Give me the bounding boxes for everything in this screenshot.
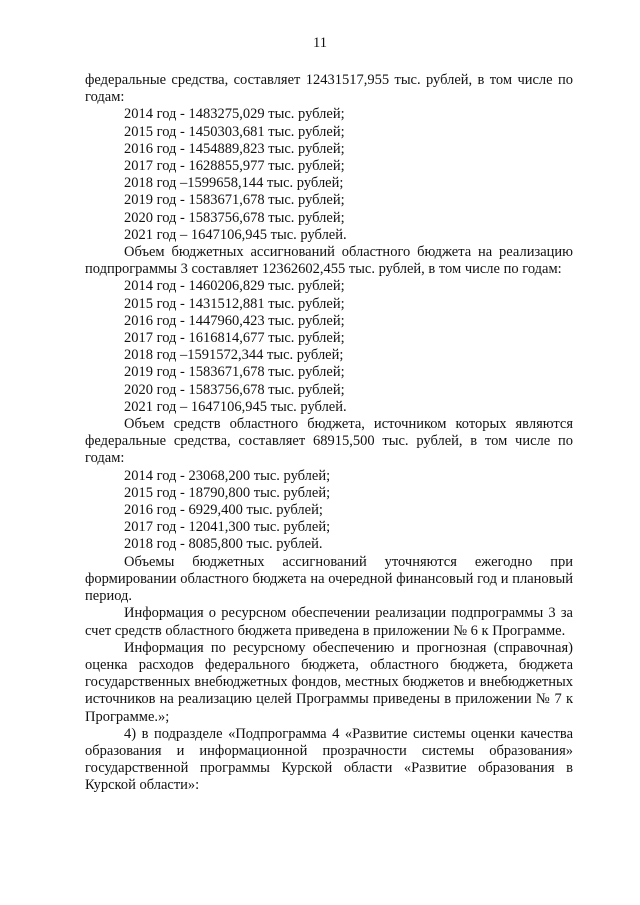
- list-item: 2018 год –1591572,344 тыс. рублей;: [124, 347, 344, 364]
- paragraph-regional-budget-allocations: Объем бюджетных ассигнований областного бюджета на реализацию подпрограммы 3 составляет 12362602,455 тыс. рублей, в том числе по годам:: [85, 244, 573, 278]
- paragraph-resource-info-appendix-7: Информация по ресурсному обеспечению и прогнозная (справочная) оценка расходов федерального бюджета, областного бюджета, бюджета государственных внебюджетных фондов, местных бюджетов и внебюджетных источников на реализацию целей Программы приведены в приложении № 7 к Программе.»;: [85, 639, 573, 725]
- list-item: 2014 год - 23068,200 тыс. рублей;: [124, 467, 331, 484]
- list-item: 2016 год - 6929,400 тыс. рублей;: [124, 502, 323, 519]
- list-item: 2016 год - 1454889,823 тыс. рублей;: [124, 140, 345, 157]
- paragraph-resource-info-appendix-6: Информация о ресурсном обеспечении реализации подпрограммы 3 за счет средств областного бюджета приведена в приложении № 6 к Программе.: [85, 605, 573, 639]
- list-item: 2017 год - 1616814,677 тыс. рублей;: [124, 330, 345, 347]
- list-item: 2017 год - 1628855,977 тыс. рублей;: [124, 158, 345, 175]
- federal-funds-by-year-list: [85, 106, 573, 244]
- federal-source-by-year-list: [85, 468, 573, 554]
- document-body: [85, 72, 573, 795]
- list-item: 2015 год - 1431512,881 тыс. рублей;: [124, 295, 345, 312]
- list-item: 2017 год - 12041,300 тыс. рублей;: [124, 519, 331, 536]
- paragraph-federal-funds-intro: федеральные средства, составляет 12431517,955 тыс. рублей, в том числе по годам:: [85, 72, 573, 106]
- list-item: 2018 год –1599658,144 тыс. рублей;: [124, 175, 344, 192]
- list-item: 2020 год - 1583756,678 тыс. рублей;: [124, 209, 345, 226]
- regional-budget-by-year-list: [85, 278, 573, 416]
- list-item: 2021 год – 1647106,945 тыс. рублей.: [124, 226, 347, 243]
- list-item: 2018 год - 8085,800 тыс. рублей.: [124, 536, 323, 553]
- paragraph-regional-funds-federal-source: Объем средств областного бюджета, источником которых являются федеральные средства, составляет 68915,500 тыс. рублей, в том числе по годам:: [85, 416, 573, 467]
- list-item: 2019 год - 1583671,678 тыс. рублей;: [124, 364, 345, 381]
- paragraph-allocations-refined: Объемы бюджетных ассигнований уточняются ежегодно при формировании областного бюджета на очередной финансовый год и плановый период.: [85, 553, 573, 605]
- list-item: 2015 год - 18790,800 тыс. рублей;: [124, 484, 331, 501]
- list-item: 2019 год - 1583671,678 тыс. рублей;: [124, 192, 345, 209]
- list-item: 2014 год - 1460206,829 тыс. рублей;: [124, 278, 345, 295]
- list-item: 2014 год - 1483275,029 тыс. рублей;: [124, 106, 345, 123]
- page-number: 11: [313, 35, 327, 51]
- list-item: 2015 год - 1450303,681 тыс. рублей;: [124, 123, 345, 140]
- list-item: 2020 год - 1583756,678 тыс. рублей;: [124, 381, 345, 398]
- paragraph-subprogram-4-amendment: 4) в подразделе «Подпрограмма 4 «Развитие системы оценки качества образования и информационной прозрачности системы образования» государственной программы Курской области «Развитие образования в Курской области»:: [85, 725, 573, 794]
- list-item: 2021 год – 1647106,945 тыс. рублей.: [124, 398, 347, 415]
- list-item: 2016 год - 1447960,423 тыс. рублей;: [124, 312, 345, 329]
